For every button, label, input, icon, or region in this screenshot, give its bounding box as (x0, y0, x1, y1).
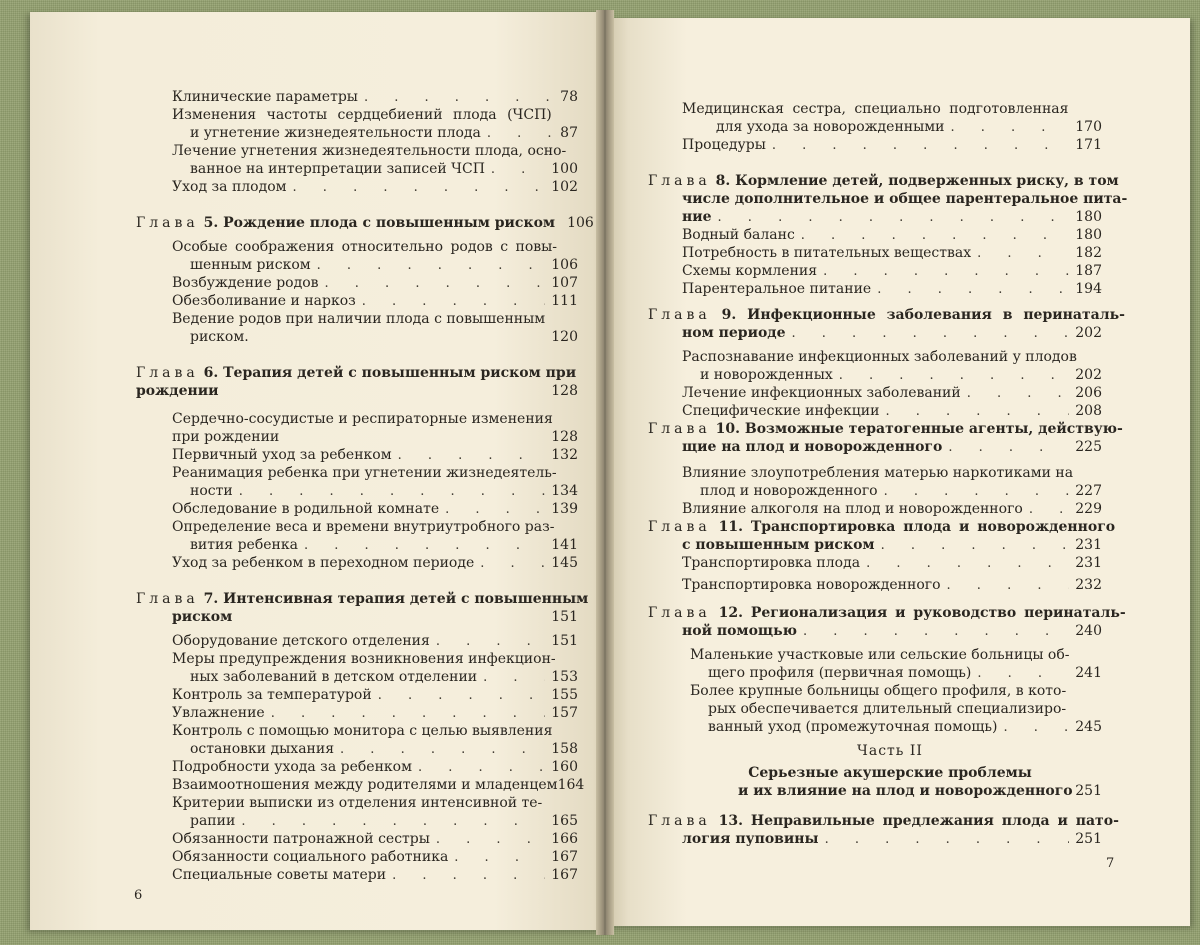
toc-entry-page: 241 (1075, 665, 1102, 681)
toc-entry-page: 231 (1075, 555, 1102, 571)
toc-entry-page: 245 (1075, 719, 1102, 735)
toc-entry (172, 274, 578, 292)
chapter-title: риском (172, 609, 233, 625)
toc-entry-title: Возбуждение родов (172, 275, 319, 291)
toc-entry-title: Влияние злоупотребления матерью наркотиками на (682, 465, 1074, 481)
toc-entry-page: 180 (1075, 209, 1102, 225)
toc-entry (172, 410, 553, 428)
toc-entry-title: Водный баланс (682, 227, 795, 243)
toc-entry-title: при рождении (172, 429, 280, 445)
toc-entry-title: Специфические инфекции (682, 403, 880, 419)
toc-entry (172, 794, 542, 812)
toc-entry-page: 208 (1075, 403, 1102, 419)
toc-entry-title: Первичный уход за ребенком (172, 447, 392, 463)
toc-entry-title: вития ребенка (190, 537, 298, 553)
toc-entry-page: 251 (1075, 783, 1102, 799)
toc-entry-title: Медицинская сестра, специально подготовленная (682, 101, 1069, 117)
chapter-word: Глава (136, 365, 199, 381)
toc-entry-page: 167 (551, 849, 578, 865)
toc-entry (690, 682, 1068, 700)
leader-dots (483, 669, 545, 687)
toc-entry-title: Обязанности социального работника (172, 849, 449, 865)
leader-dots (436, 831, 545, 849)
leader-dots (947, 577, 1070, 595)
leader-dots (950, 119, 1069, 137)
toc-entry-page: 167 (551, 867, 578, 883)
chapter-title: логия пуповины (682, 831, 819, 847)
leader-dots (392, 867, 545, 885)
toc-chapter (682, 622, 1102, 640)
toc-chapter (738, 782, 1102, 800)
toc-entry-title: Обследование в родильной комнате (172, 501, 440, 517)
toc-chapter (136, 364, 577, 382)
toc-entry (172, 650, 556, 668)
toc-entry-title: Более крупные больницы общего профиля, в кото- (690, 683, 1067, 699)
toc-chapter (648, 420, 1123, 438)
part-title: Серьезные акушерские проблемы (748, 765, 1032, 781)
toc-entry-title: и угнетение жизнедеятельности плода (190, 125, 481, 141)
toc-entry (172, 428, 578, 446)
toc-entry (190, 160, 578, 178)
leader-dots (241, 813, 545, 831)
toc-chapter (172, 608, 578, 626)
toc-entry-title: Особые соображения относительно родов с повы- (172, 239, 558, 255)
toc-entry-title: Подробности ухода за ребенком (172, 759, 412, 775)
toc-chapter (648, 518, 1116, 536)
toc-entry-title: Лечение угнетения жизнедеятельности плода, осно- (172, 143, 567, 159)
toc-entry-page: 232 (1075, 577, 1102, 593)
leader-dots (378, 687, 546, 705)
toc-entry-page: 164 (557, 777, 585, 793)
toc-entry-page: 171 (1075, 137, 1102, 153)
toc-entry-title: Изменения частоты сердцебиений плода (ЧСП) (172, 107, 552, 123)
leader-dots (823, 263, 1069, 281)
leader-dots (948, 439, 1069, 457)
toc-entry-page: 139 (551, 501, 578, 517)
toc-entry-page: 151 (551, 609, 578, 625)
leader-dots (885, 403, 1069, 421)
toc-entry-page: 153 (551, 669, 578, 685)
toc-chapter (648, 306, 1125, 324)
leader-dots (271, 705, 546, 723)
toc-entry (172, 500, 578, 518)
toc-entry (190, 668, 578, 686)
toc-entry-page: 106 (551, 257, 578, 273)
toc-entry-page: 166 (551, 831, 578, 847)
leader-dots (803, 623, 1069, 641)
toc-entry (682, 348, 1077, 366)
leader-dots (487, 125, 554, 143)
chapter-title: Глава 13. Неправильные предлежания плода и пато- (648, 813, 1119, 829)
toc-entry-title: Обезболивание и наркоз (172, 293, 356, 309)
toc-entry (172, 758, 578, 776)
toc-chapter (682, 830, 1102, 848)
toc-entry (172, 554, 578, 572)
chapter-word: Глава (648, 519, 711, 535)
toc-entry (682, 464, 1074, 482)
toc-entry-page: 231 (1075, 537, 1102, 553)
leader-dots (398, 447, 546, 465)
chapter-word: Глава (648, 421, 711, 437)
toc-entry (682, 500, 1102, 518)
toc-entry (700, 366, 1102, 384)
toc-chapter (648, 172, 1119, 190)
toc-entry-page: 160 (551, 759, 578, 775)
toc-entry (172, 238, 558, 256)
toc-entry (682, 576, 1102, 594)
chapter-title: Глава 6. Терапия детей с повышенным риском при (136, 365, 577, 381)
leader-dots (884, 483, 1070, 501)
chapter-word: Глава (648, 605, 711, 621)
toc-entry-title: Уход за ребенком в переходном периоде (172, 555, 475, 571)
toc-entry-page: 120 (551, 329, 578, 345)
toc-entry (172, 722, 553, 740)
toc-entry (708, 664, 1102, 682)
toc-entry-title: шенным риском (190, 257, 311, 273)
toc-entry (172, 292, 578, 310)
leader-dots (1029, 501, 1069, 519)
chapter-title: Глава 9. Инфекционные заболевания в перинаталь- (648, 307, 1125, 323)
leader-dots (877, 281, 1069, 299)
toc-entry (172, 178, 578, 196)
toc-entry (682, 100, 1069, 118)
leader-dots (239, 483, 546, 501)
toc-entry-title: Потребность в питательных веществах (682, 245, 972, 261)
leader-dots (293, 179, 546, 197)
toc-entry-title: Схемы кормления (682, 263, 818, 279)
toc-entry-page: 128 (551, 383, 578, 399)
toc-chapter (136, 382, 578, 400)
toc-entry (716, 118, 1102, 136)
toc-entry-title: Парентеральное питание (682, 281, 872, 297)
toc-entry (682, 226, 1102, 244)
toc-chapter (648, 812, 1119, 830)
leader-dots (881, 537, 1070, 555)
toc-entry-title: Обязанности патронажной сестры (172, 831, 430, 847)
page-number-right: 7 (1106, 856, 1115, 871)
chapter-title: и их влияние на плод и новорожденного (738, 783, 1073, 799)
toc-chapter (648, 604, 1126, 622)
toc-entry-title: рапии (190, 813, 236, 829)
toc-entry-title: рых обеспечивается длительный специализиро- (708, 701, 1067, 717)
toc-entry-title: Транспортировка плода (682, 555, 861, 571)
toc-entry-page: 165 (551, 813, 578, 829)
toc-entry-title: Ведение родов при наличии плода с повышенным (172, 311, 546, 327)
toc-entry-page: 107 (551, 275, 578, 291)
part-heading: Часть II (857, 743, 923, 759)
toc-entry-title: Клинические параметры (172, 89, 358, 105)
toc-entry (190, 536, 578, 554)
chapter-word: Глава (648, 173, 711, 189)
toc-entry (172, 310, 546, 328)
toc-entry-title: Маленькие участковые или сельские больницы об- (690, 647, 1070, 663)
toc-entry-title: ванное на интерпретации записей ЧСП (190, 161, 485, 177)
toc-entry (172, 106, 552, 124)
leader-dots (792, 325, 1070, 343)
toc-entry-page: 227 (1075, 483, 1102, 499)
toc-chapter (136, 590, 589, 608)
book-gutter (596, 10, 614, 935)
leader-dots (977, 245, 1069, 263)
leader-dots (304, 537, 545, 555)
toc-entry (172, 848, 578, 866)
toc-entry-title: Критерии выписки из отделения интенсивной те- (172, 795, 543, 811)
toc-entry-page: 158 (551, 741, 578, 757)
toc-entry (682, 384, 1102, 402)
toc-entry (190, 812, 578, 830)
leader-dots (325, 275, 546, 293)
leader-dots (317, 257, 546, 275)
toc-entry (172, 88, 578, 106)
toc-entry-page: 111 (551, 293, 578, 309)
toc-entry-page: 157 (551, 705, 578, 721)
toc-entry (172, 464, 557, 482)
toc-entry (172, 518, 555, 536)
chapter-title: ном периоде (682, 325, 786, 341)
leader-dots (825, 831, 1070, 849)
toc-entry (172, 704, 578, 722)
page-number-left: 6 (134, 888, 143, 903)
leader-dots (1004, 719, 1070, 737)
chapter-title: с повышенным риском (682, 537, 875, 553)
toc-entry (172, 142, 567, 160)
chapter-title: ние (682, 209, 712, 225)
toc-entry-title: Оборудование детского отделения (172, 633, 430, 649)
toc-entry (172, 830, 578, 848)
leader-dots (480, 555, 545, 573)
leader-dots (839, 367, 1070, 385)
toc-entry-title: Реанимация ребенка при угнетении жизнедеятель- (172, 465, 557, 481)
toc-entry-page: 251 (1075, 831, 1102, 847)
toc-entry-page: 194 (1075, 281, 1102, 297)
chapter-title: ной помощью (682, 623, 797, 639)
leader-dots (772, 137, 1069, 155)
toc-entry-page: 87 (560, 125, 578, 141)
toc-entry (190, 124, 578, 142)
toc-entry-title: Влияние алкоголя на плод и новорожденного (682, 501, 1023, 517)
toc-entry-page: 134 (551, 483, 578, 499)
leader-dots (454, 849, 545, 867)
chapter-title: щие на плод и новорожденного (682, 439, 943, 455)
toc-chapter (682, 438, 1102, 456)
toc-entry-page: 202 (1075, 367, 1102, 383)
leader-dots (340, 741, 545, 759)
leader-dots (364, 89, 554, 107)
leader-dots (718, 209, 1070, 227)
toc-entry-page: 206 (1075, 385, 1102, 401)
chapter-word: Глава (136, 215, 199, 231)
toc-entry-title: Уход за плодом (172, 179, 287, 195)
toc-entry-page: 155 (551, 687, 578, 703)
toc-entry-title: остановки дыхания (190, 741, 335, 757)
leader-dots (418, 759, 545, 777)
toc-entry-title: Распознавание инфекционных заболеваний у плодов (682, 349, 1077, 365)
leader-dots (491, 161, 545, 179)
toc-entry-title: Лечение инфекционных заболеваний (682, 385, 961, 401)
toc-entry (172, 686, 578, 704)
toc-entry-page: 78 (560, 89, 578, 105)
toc-entry-title: риском. (190, 329, 249, 345)
toc-chapter (682, 324, 1102, 342)
toc-entry-title: ванный уход (промежуточная помощь) (708, 719, 998, 735)
toc-entry-page: 225 (1075, 439, 1102, 455)
chapter-title: рождении (136, 383, 219, 399)
leader-dots (977, 665, 1069, 683)
toc-entry-page: 102 (551, 179, 578, 195)
toc-entry-title: плод и новорожденного (700, 483, 878, 499)
toc-entry (682, 402, 1102, 420)
toc-entry (682, 136, 1102, 154)
toc-entry (172, 866, 578, 884)
toc-entry-page: 202 (1075, 325, 1102, 341)
toc-entry (172, 446, 578, 464)
toc-entry-title: щего профиля (первичная помощь) (708, 665, 972, 681)
toc-entry-page: 180 (1075, 227, 1102, 243)
toc-entry (682, 280, 1102, 298)
toc-entry-title: и новорожденных (700, 367, 833, 383)
toc-entry (682, 244, 1102, 262)
toc-entry-title: Транспортировка новорожденного (682, 577, 941, 593)
toc-entry-title: ных заболеваний в детском отделении (190, 669, 478, 685)
chapter-title: Глава 10. Возможные тератогенные агенты, действую- (648, 421, 1123, 437)
toc-entry-page: 170 (1075, 119, 1102, 135)
toc-chapter (682, 190, 1128, 208)
toc-entry (190, 482, 578, 500)
toc-entry (172, 776, 585, 794)
leader-dots (362, 293, 545, 311)
chapter-title: Глава 12. Регионализация и руководство перинаталь- (648, 605, 1126, 621)
toc-entry (172, 632, 578, 650)
toc-entry (190, 740, 578, 758)
toc-chapter (136, 214, 594, 232)
toc-entry-page: 182 (1075, 245, 1102, 261)
toc-entry-page: 229 (1075, 501, 1102, 517)
chapter-word: Глава (648, 813, 711, 829)
leader-dots (801, 227, 1069, 245)
toc-entry-page: 106 (567, 215, 594, 231)
toc-entry (690, 646, 1068, 664)
chapter-title: Глава 11. Транспортировка плода и новорожденного (648, 519, 1116, 535)
chapter-title: Глава 8. Кормление детей, подверженных риску, в том (648, 173, 1119, 189)
toc-entry (190, 256, 578, 274)
toc-entry-page: 240 (1075, 623, 1102, 639)
toc-entry (708, 700, 1068, 718)
leader-dots (436, 633, 545, 651)
leader-dots (445, 501, 545, 519)
toc-entry-title: Увлажнение (172, 705, 265, 721)
toc-entry-title: Процедуры (682, 137, 766, 153)
toc-entry-page: 128 (551, 429, 578, 445)
toc-entry (700, 482, 1102, 500)
chapter-title: Глава 7. Интенсивная терапия детей с повышенным (136, 591, 589, 607)
toc-entry-title: для ухода за новорожденными (716, 119, 945, 135)
toc-entry-page: 145 (551, 555, 578, 571)
toc-entry (682, 262, 1102, 280)
toc-entry-title: Сердечно-сосудистые и респираторные изменения (172, 411, 553, 427)
chapter-title: Глава 5. Рождение плода с повышенным риском (136, 215, 556, 231)
toc-entry (682, 554, 1102, 572)
toc-entry-page: 151 (551, 633, 578, 649)
toc-entry-page: 100 (551, 161, 578, 177)
chapter-title: числе дополнительное и общее парентеральное пита- (682, 191, 1128, 207)
toc-entry (190, 328, 578, 346)
toc-entry-title: Взаимоотношения между родителями и младенцем (172, 777, 558, 793)
toc-entry-title: Меры предупреждения возникновения инфекцион- (172, 651, 556, 667)
toc-entry-title: Контроль с помощью монитора с целью выявления (172, 723, 553, 739)
toc-entry-page: 132 (551, 447, 578, 463)
leader-dots (866, 555, 1069, 573)
chapter-word: Глава (136, 591, 199, 607)
toc-entry-title: Определение веса и времени внутриутробного раз- (172, 519, 555, 535)
toc-entry-title: Специальные советы матери (172, 867, 387, 883)
toc-entry (708, 718, 1102, 736)
toc-entry-page: 187 (1075, 263, 1102, 279)
toc-chapter (682, 536, 1102, 554)
toc-chapter (682, 208, 1102, 226)
chapter-word: Глава (648, 307, 711, 323)
toc-entry-title: Контроль за температурой (172, 687, 372, 703)
toc-entry-title: ности (190, 483, 233, 499)
toc-entry-page: 141 (551, 537, 578, 553)
leader-dots (967, 385, 1070, 403)
